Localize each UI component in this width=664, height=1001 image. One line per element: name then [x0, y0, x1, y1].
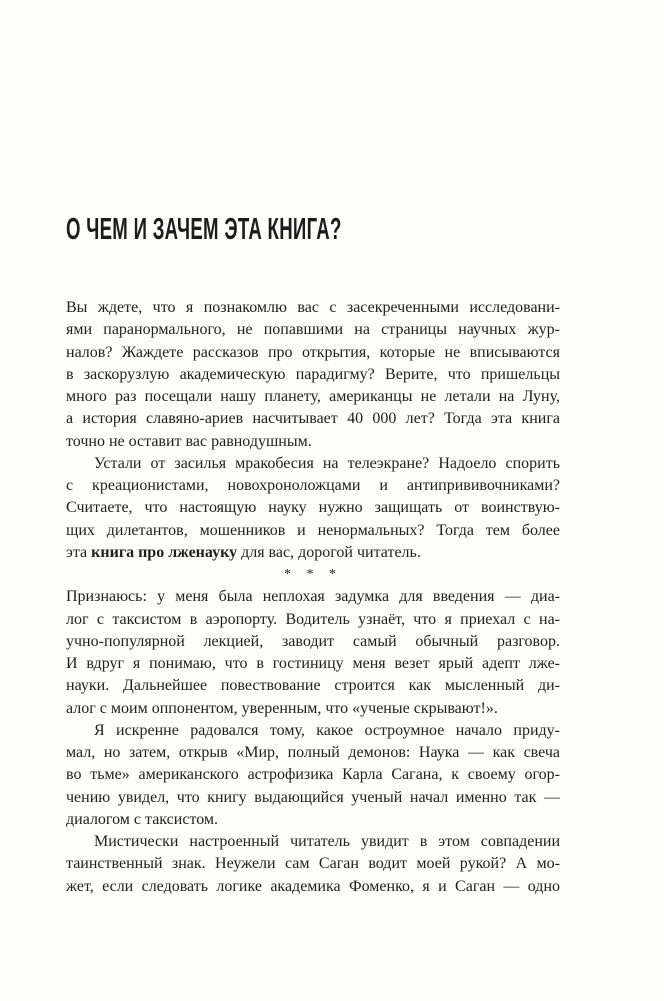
- text-line: во тьме» американского астрофизика Карла Сагана, к своему огор-: [66, 766, 560, 784]
- text-line: [66, 542, 560, 564]
- text-line: учно-популярной лекцией, заводит самый обычный разговор.: [66, 632, 560, 650]
- text-line: таинственный знак. Неужели сам Саган водит моей рукой? А мо-: [66, 855, 560, 873]
- text-line: с креационистами, новохроноложцами и антипрививочниками?: [66, 477, 560, 494]
- paragraph-3: [66, 586, 560, 720]
- bold-phrase: книга про лженауку: [91, 543, 238, 561]
- text-line: в заскорузлую академическую парадигму? Верите, что пришельцы: [66, 365, 560, 383]
- text-line: а история славяно-ариев насчитывает 40 000 лет? Тогда эта книга: [66, 410, 560, 428]
- text-line: щих дилетантов, мошенников и ненормальных? Тогда тем более: [66, 521, 560, 539]
- text-line: чению увидел, что книгу выдающийся ученый начал именно так —: [66, 788, 560, 806]
- text-line: лог с таксистом в аэропорту. Водитель узнаёт, что я приехал с на-: [66, 610, 560, 628]
- text-line: диалогом с таксистом.: [66, 810, 219, 828]
- paragraph-5: [66, 831, 560, 898]
- text-line: науки. Дальнейшее повествование строится как мысленный ди-: [66, 677, 560, 695]
- body-text: [66, 297, 560, 898]
- text-line: Мистически настроенный читатель увидит в этом совпадении: [94, 833, 560, 850]
- text-line: И вдруг я понимаю, что в гостиницу меня везет ярый адепт лже-: [66, 655, 560, 672]
- paragraph-1: [66, 297, 560, 453]
- text-line: много раз посещали нашу планету, американцы не летали на Луну,: [66, 388, 560, 405]
- text-line: Считаете, что настоящую науку нужно защищать от воинствую-: [66, 499, 560, 517]
- paragraph-2: [66, 453, 560, 564]
- text-line: Вы ждете, что я познакомлю вас с засекреченными исследовани-: [66, 299, 560, 316]
- text-segment: для вас, дорогой читатель.: [237, 543, 421, 561]
- text-line: ями паранормального, не попавшими на страницы научных жур-: [66, 321, 560, 339]
- text-line: мал, но затем, открыв «Мир, полный демонов: Наука — как свеча: [66, 744, 560, 761]
- text-line: Я искренне радовался тому, какое остроумное начало приду-: [94, 721, 560, 739]
- text-line: алог с моим оппонентом, уверенным, что «ученые скрывают!».: [66, 699, 498, 717]
- text-line: Устали от засилья мракобесия на телеэкране? Надоело спорить: [94, 454, 560, 472]
- paragraph-4: [66, 720, 560, 831]
- text-line: Признаюсь: у меня была неплохая задумка для введения — диа-: [66, 588, 560, 606]
- section-separator: * * *: [284, 567, 342, 582]
- text-line: жет, если следовать логике академика Фоменко, я и Саган — одно: [66, 877, 560, 895]
- text-segment: эта: [66, 543, 92, 561]
- chapter-title: О ЧЕМ И ЗАЧЕМ ЭТА КНИГА?: [66, 210, 342, 246]
- text-line: налов? Жаждете рассказов про открытия, которые не вписываются: [66, 343, 560, 361]
- text-line: точно не оставит вас равнодушным.: [66, 432, 312, 450]
